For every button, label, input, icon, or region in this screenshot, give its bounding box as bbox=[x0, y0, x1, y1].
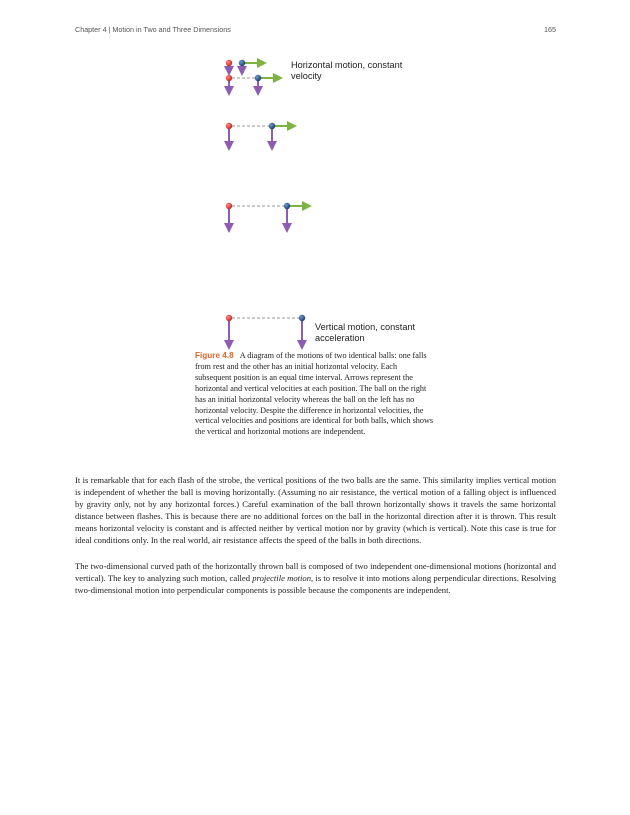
key-term-projectile-motion: projectile motion bbox=[252, 573, 312, 584]
left-ball bbox=[226, 60, 232, 66]
right-ball bbox=[284, 203, 290, 209]
vertical-motion-label: Vertical motion, constant acceleration bbox=[315, 322, 416, 343]
paragraph-text: The two-dimensional curved path of the horizontally thrown ball is composed of two independent one-dimensional motions (horizontal and vertical). The key to analyzing such motion, called bbox=[75, 561, 556, 584]
right-ball bbox=[269, 123, 275, 129]
motion-diagram bbox=[0, 0, 630, 350]
right-ball bbox=[255, 75, 261, 81]
left-ball bbox=[226, 75, 232, 81]
right-ball bbox=[299, 315, 305, 321]
body-paragraph-1 bbox=[75, 474, 556, 547]
paragraph-text: It is remarkable that for each flash of the strobe, the vertical positions of the two balls are the same. This similarity implies vertical motion is independent of whether the ball is moving horizontally. (Assuming no air resistance, the vertical motion of a falling object is influenced by gravity only, not by any horizontal forces.) Careful examination of the ball thrown horizontally shows it travels the same horizontal distance between flashes. This is because there are no additional forces on the ball in the horizontal direction after it is thrown. This result means horizontal velocity is constant and is affected neither by vertical motion nor by gravity (which is vertical). Note this case is true for ideal conditions only. In the real world, air resistance affects the speed of the balls in both directions. bbox=[75, 475, 556, 546]
page-number: 165 bbox=[544, 25, 556, 34]
running-header-chapter: Chapter 4 | Motion in Two and Three Dimensions bbox=[75, 25, 231, 34]
right-ball bbox=[239, 60, 245, 66]
figure-caption-text: A diagram of the motions of two identical balls: one falls from rest and the other has an initial horizontal velocity. Each subsequent position is an equal time interval. Arrows represent the horizontal and vertical velocities at each position. The ball on the right has an initial horizontal velocity whereas the ball on the left has no horizontal velocity. Despite the difference in horizontal velocities, the vertical velocities and positions are identical for both balls, which shows the vertical and horizontal motions are independent. bbox=[195, 351, 434, 437]
body-paragraph-2 bbox=[75, 560, 556, 596]
position-1 bbox=[226, 60, 265, 74]
paragraph-text: , is to resolve it into motions along perpendicular directions. Resolving two-dimensional motion into perpendicular components is possible because the components are independent. bbox=[75, 573, 557, 596]
position-2 bbox=[226, 75, 281, 94]
left-ball bbox=[226, 315, 232, 321]
position-5 bbox=[226, 315, 305, 348]
position-4 bbox=[226, 203, 310, 231]
figure-label: Figure 4.8 bbox=[195, 351, 234, 360]
horizontal-motion-label: Horizontal motion, constant velocity bbox=[291, 60, 403, 81]
left-ball bbox=[226, 123, 232, 129]
position-3 bbox=[226, 123, 295, 149]
figure-caption bbox=[195, 351, 435, 438]
left-ball bbox=[226, 203, 232, 209]
